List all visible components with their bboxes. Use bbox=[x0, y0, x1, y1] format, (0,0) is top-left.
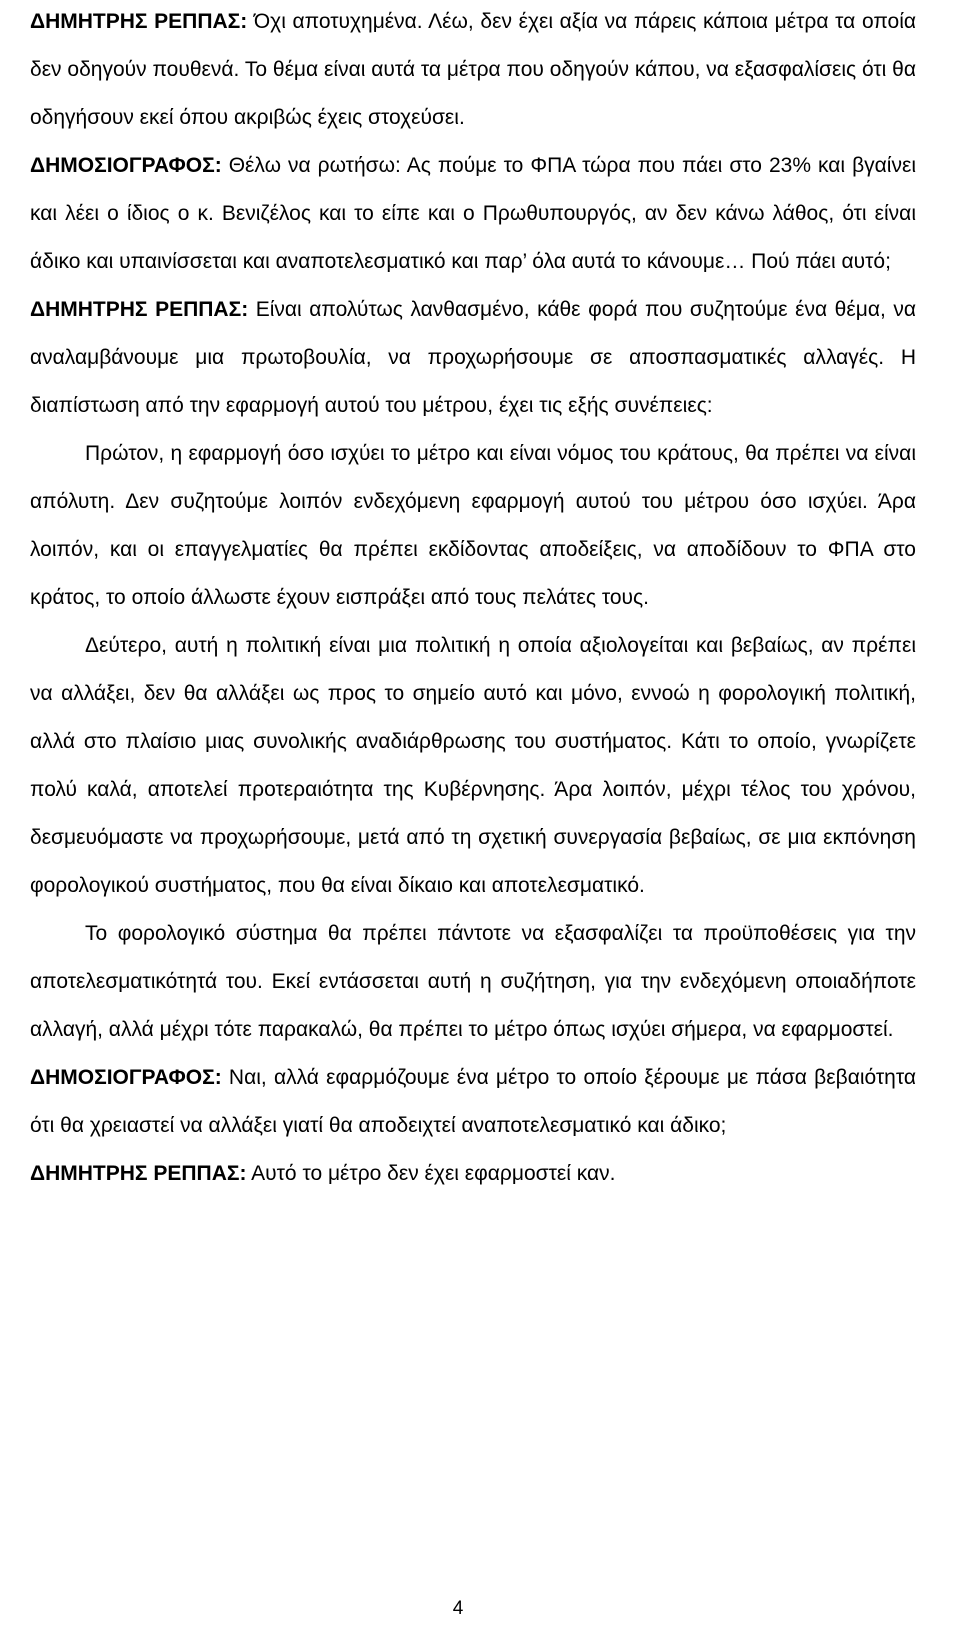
paragraph-6 bbox=[30, 910, 916, 1054]
paragraph-text: Δεύτερο, αυτή η πολιτική είναι μια πολιτική η οποία αξιολογείται και βεβαίως, αν πρέπει να αλλάξει, δεν θα αλλάξει ως προς το σημείο αυτό και μόνο, εννοώ η φορολογική πολιτική, αλλά στο πλαίσιο μιας συνολικής αναδιάρθρωσης του συστήματος. Κάτι το οποίο, γνωρίζετε πολύ καλά, αποτελεί προτεραιότητα της Κυβέρνησης. Άρα λοιπόν, μέχρι τέλος του χρόνου, δεσμευόμαστε να προχωρήσουμε, μετά από τη σχετική συνεργασία βεβαίως, σε μια εκπόνηση φορολογικού συστήματος, που θα είναι δίκαιο και αποτελεσματικό. bbox=[30, 634, 916, 897]
paragraph-text: Αυτό το μέτρο δεν έχει εφαρμοστεί καν. bbox=[246, 1162, 616, 1185]
paragraph-text: Πρώτον, η εφαρμογή όσο ισχύει το μέτρο και είναι νόμος του κράτους, θα πρέπει να είναι απόλυτη. Δεν συζητούμε λοιπόν ενδεχόμενη εφαρμογή αυτού του μέτρου όσο ισχύει. Άρα λοιπόν, και οι επαγγελματίες θα πρέπει εκδίδοντας αποδείξεις, να αποδίδουν το ΦΠΑ στο κράτος, το οποίο άλλωστε έχουν εισπράξει από τους πελάτες τους. bbox=[30, 442, 916, 609]
paragraph-5 bbox=[30, 622, 916, 910]
paragraph-4 bbox=[30, 430, 916, 622]
paragraph-text: Όχι αποτυχημένα. Λέω, δεν έχει αξία να πάρεις κάποια μέτρα τα οποία δεν οδηγούν πουθενά. Το θέμα είναι αυτά τα μέτρα που οδηγούν κάπου, να εξασφαλίσεις ότι θα οδηγήσουν εκεί όπου ακριβώς έχεις στοχεύσει. bbox=[30, 10, 916, 129]
paragraph-3 bbox=[30, 286, 916, 430]
paragraph-8 bbox=[30, 1150, 916, 1198]
page-number: 4 bbox=[452, 1598, 464, 1619]
document-page bbox=[30, 0, 916, 1198]
paragraph-2 bbox=[30, 142, 916, 286]
speaker-label: ΔΗΜΗΤΡΗΣ ΡΕΠΠΑΣ: bbox=[30, 298, 249, 321]
paragraph-1 bbox=[30, 0, 916, 142]
paragraph-text: Είναι απολύτως λανθασμένο, κάθε φορά που συζητούμε ένα θέμα, να αναλαμβάνουμε μια πρωτοβουλία, να προχωρήσουμε σε αποσπασματικές αλλαγές. Η διαπίστωση από την εφαρμογή αυτού του μέτρου, έχει τις εξής συνέπειες: bbox=[30, 298, 916, 417]
paragraph-7 bbox=[30, 1054, 916, 1150]
speaker-label: ΔΗΜΟΣΙΟΓΡΑΦΟΣ: bbox=[30, 1066, 222, 1089]
speaker-label: ΔΗΜΟΣΙΟΓΡΑΦΟΣ: bbox=[30, 154, 222, 177]
paragraph-text: Ναι, αλλά εφαρμόζουμε ένα μέτρο το οποίο ξέρουμε με πάσα βεβαιότητα ότι θα χρειαστεί να αλλάξει γιατί θα αποδειχτεί αναποτελεσματικό και άδικο; bbox=[30, 1066, 916, 1137]
paragraph-text: Θέλω να ρωτήσω: Ας πούμε το ΦΠΑ τώρα που πάει στο 23% και βγαίνει και λέει ο ίδιος ο κ. Βενιζέλος και το είπε και ο Πρωθυπουργός, αν δεν κάνω λάθος, ότι είναι άδικο και υπαινίσσεται και αναποτελεσματικό και παρ’ όλα αυτά το κάνουμε… Πού πάει αυτό; bbox=[30, 154, 916, 273]
speaker-label: ΔΗΜΗΤΡΗΣ ΡΕΠΠΑΣ: bbox=[30, 1162, 247, 1185]
paragraph-text: Το φορολογικό σύστημα θα πρέπει πάντοτε να εξασφαλίζει τα προϋποθέσεις για την αποτελεσματικότητά του. Εκεί εντάσσεται αυτή η συζήτηση, για την ενδεχόμενη οποιαδήποτε αλλαγή, αλλά μέχρι τότε παρακαλώ, θα πρέπει το μέτρο όπως ισχύει σήμερα, να εφαρμοστεί. bbox=[30, 922, 916, 1041]
speaker-label: ΔΗΜΗΤΡΗΣ ΡΕΠΠΑΣ: bbox=[30, 10, 248, 33]
